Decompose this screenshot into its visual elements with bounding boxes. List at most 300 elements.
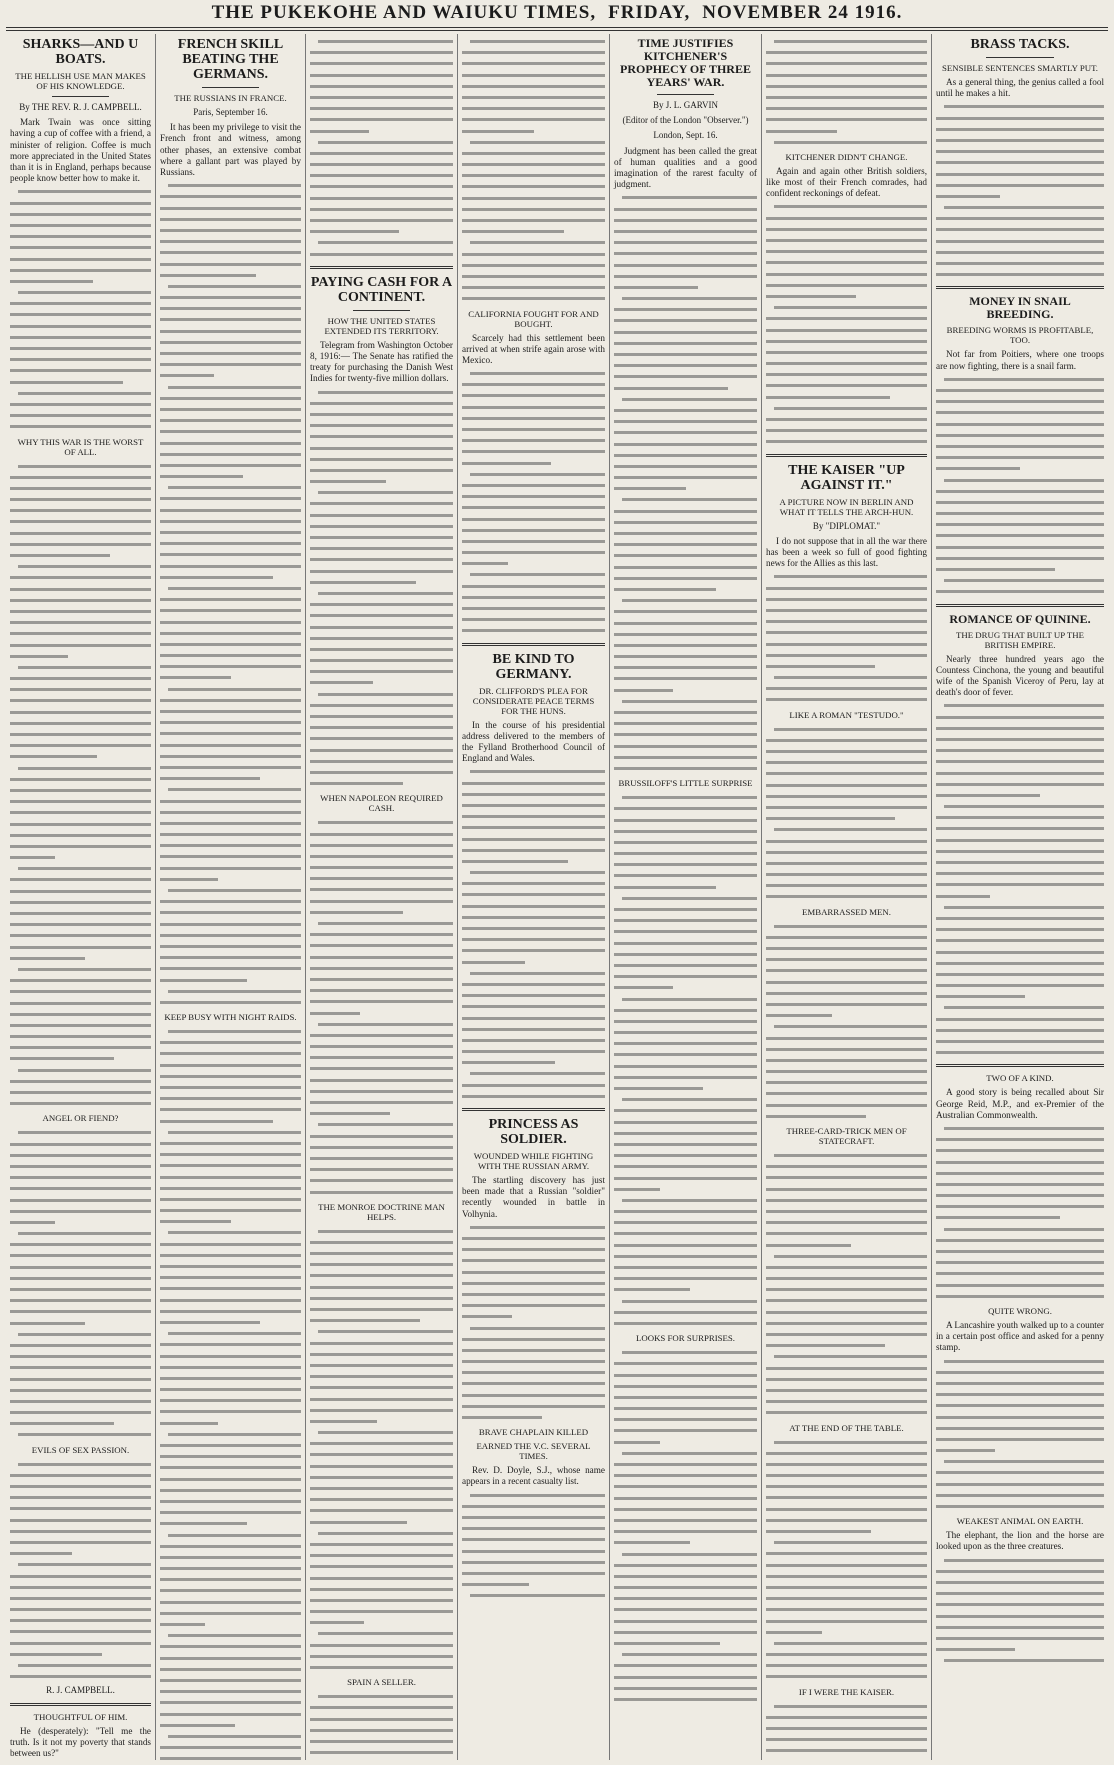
text-line-texture	[160, 1641, 301, 1652]
text-line-texture	[614, 696, 757, 707]
text-line-texture	[614, 1604, 757, 1615]
text-line-texture	[462, 368, 605, 379]
text-line-texture	[160, 203, 301, 214]
text-line-texture	[160, 1753, 301, 1760]
text-line-texture	[10, 1429, 151, 1440]
text-line-texture	[310, 170, 453, 181]
byline: By J. L. GARVIN	[652, 100, 719, 110]
text-line-texture	[160, 975, 301, 986]
text-line-texture	[614, 472, 757, 483]
article-lead: As a general thing, the genius called a fool until he makes a hit.	[936, 77, 1104, 99]
text-line-texture	[310, 1063, 453, 1074]
text-line-texture	[936, 146, 1104, 157]
text-line-texture	[160, 236, 301, 247]
text-line-texture	[10, 1638, 151, 1649]
text-line-texture	[10, 729, 151, 740]
text-line-texture	[160, 762, 301, 773]
headline: BRAVE CHAPLAIN KILLED	[478, 1427, 589, 1438]
text-line-texture	[10, 1626, 151, 1637]
text-line-texture	[10, 505, 151, 516]
text-line-texture	[614, 1240, 757, 1251]
text-line-texture	[310, 711, 453, 722]
text-line-texture	[10, 707, 151, 718]
headline: PAYING CASH FOR A CONTINENT.	[310, 274, 453, 305]
text-line-texture	[160, 907, 301, 918]
text-line-texture	[614, 815, 757, 826]
text-line-texture	[160, 941, 301, 952]
text-line-texture	[936, 1445, 1104, 1456]
text-line-texture	[766, 1307, 927, 1318]
text-line-texture	[614, 573, 757, 584]
text-line-texture	[160, 1082, 301, 1093]
text-line-texture	[160, 1574, 301, 1585]
text-line-texture	[936, 407, 1104, 418]
text-line-texture	[766, 627, 927, 638]
text-line-texture	[766, 1560, 927, 1571]
text-line-texture	[160, 706, 301, 717]
text-line-texture	[160, 1194, 301, 1205]
text-line-texture	[614, 1448, 757, 1459]
text-line-texture	[160, 583, 301, 594]
text-line-texture	[10, 1076, 151, 1087]
text-line-texture	[10, 1481, 151, 1492]
text-line-texture	[10, 1604, 151, 1615]
text-line-texture	[766, 47, 927, 58]
text-line-texture	[160, 180, 301, 191]
column-3	[306, 34, 458, 1760]
text-line-texture	[614, 618, 757, 629]
text-line-texture	[462, 789, 605, 800]
text-line-texture	[310, 1019, 453, 1030]
text-line-texture	[766, 880, 927, 891]
text-line-texture	[160, 773, 301, 784]
text-line-texture	[10, 343, 151, 354]
text-line-texture	[462, 1233, 605, 1244]
text-line-texture	[310, 431, 453, 442]
article-lead: Nearly three hundred years ago the Countess Cinchona, the young and beautiful wife of the Spanish Viceroy of Peru, lay at death's door of fever.	[936, 653, 1104, 698]
text-line-texture	[614, 192, 757, 203]
text-line-texture	[160, 1283, 301, 1294]
text-line-texture	[614, 1481, 757, 1492]
subheadline: EARNED THE V.C. SEVERAL TIMES.	[476, 1441, 591, 1462]
text-line-texture	[766, 1284, 927, 1295]
text-line-texture	[160, 314, 301, 325]
text-line-texture	[310, 1550, 453, 1561]
text-line-texture	[936, 430, 1104, 441]
text-line-texture	[10, 606, 151, 617]
text-line-texture	[160, 1507, 301, 1518]
text-line-texture	[310, 1394, 453, 1405]
text-line-texture	[10, 1161, 151, 1172]
text-line-texture	[160, 807, 301, 818]
text-line-texture	[10, 1362, 151, 1373]
text-line-texture	[310, 1360, 453, 1371]
text-line-texture	[766, 1712, 927, 1723]
text-line-texture	[766, 246, 927, 257]
headline: THE KAISER "UP AGAINST IT."	[788, 462, 905, 493]
text-line-texture	[936, 1179, 1104, 1190]
text-line-texture	[160, 505, 301, 516]
text-line-texture	[936, 463, 1104, 474]
text-line-texture	[614, 1470, 757, 1481]
text-line-texture	[614, 528, 757, 539]
text-line-texture	[10, 718, 151, 729]
text-line-texture	[160, 1339, 301, 1350]
text-line-texture	[766, 1318, 927, 1329]
text-line-texture	[310, 778, 453, 789]
text-line-texture	[462, 379, 605, 390]
text-line-texture	[462, 778, 605, 789]
text-line-texture	[936, 700, 1104, 711]
text-line-texture	[160, 259, 301, 270]
text-line-texture	[766, 1088, 927, 1099]
text-line-texture	[766, 1363, 927, 1374]
text-line-texture	[462, 901, 605, 912]
text-line-texture	[160, 1172, 301, 1183]
text-line-texture	[614, 1206, 757, 1217]
text-line-texture	[310, 840, 453, 851]
text-line-texture	[462, 603, 605, 614]
text-line-texture	[462, 1390, 605, 1401]
text-line-texture	[310, 873, 453, 884]
text-line-texture	[10, 1582, 151, 1593]
text-line-texture	[310, 1131, 453, 1142]
text-line-texture	[936, 101, 1104, 112]
text-line-texture	[160, 1440, 301, 1451]
text-line-texture	[160, 538, 301, 549]
text-line-texture	[10, 1318, 151, 1329]
text-line-texture	[462, 137, 605, 148]
text-line-texture	[160, 952, 301, 963]
subheadline: SENSIBLE SENTENCES SMARTLY PUT.	[942, 63, 1098, 73]
text-line-texture	[10, 399, 151, 410]
text-line-texture	[936, 553, 1104, 564]
text-line-texture	[310, 454, 453, 465]
text-line-texture	[614, 870, 757, 881]
text-line-texture	[310, 1153, 453, 1164]
text-line-texture	[766, 114, 927, 125]
text-line-texture	[614, 450, 757, 461]
text-line-texture	[310, 1282, 453, 1293]
text-line-texture	[160, 225, 301, 236]
text-line-texture	[766, 36, 927, 47]
text-line-texture	[160, 1742, 301, 1753]
text-line-texture	[462, 856, 605, 867]
text-line-texture	[310, 929, 453, 940]
text-line-texture	[936, 247, 1104, 258]
text-line-texture	[766, 1150, 927, 1161]
text-line-texture	[310, 1573, 453, 1584]
text-line-texture	[614, 982, 757, 993]
text-line-texture	[614, 1437, 757, 1448]
text-line-texture	[936, 1577, 1104, 1588]
text-line-texture	[766, 571, 927, 582]
text-line-texture	[614, 517, 757, 528]
text-line-texture	[614, 427, 757, 438]
text-line-texture	[462, 47, 605, 58]
text-line-texture	[160, 784, 301, 795]
text-line-texture	[766, 1396, 927, 1407]
text-line-texture	[160, 851, 301, 862]
subheadline: HOW THE UNITED STATES EXTENDED ITS TERRITORY.	[324, 315, 439, 336]
text-line-texture	[936, 913, 1104, 924]
section-subhead: LIKE A ROMAN "TESTUDO."	[789, 709, 904, 720]
text-line-texture	[766, 213, 927, 224]
section-subhead: WHY THIS WAR IS THE WORST OF ALL.	[17, 436, 144, 457]
text-line-texture	[766, 1537, 927, 1548]
text-line-texture	[462, 282, 605, 293]
text-line-texture	[310, 1461, 453, 1472]
text-line-texture	[614, 226, 757, 237]
text-line-texture	[310, 952, 453, 963]
text-line-texture	[936, 1123, 1104, 1134]
text-line-texture	[310, 398, 453, 409]
text-line-texture	[160, 1116, 301, 1127]
text-line-texture	[310, 1483, 453, 1494]
text-line-texture	[766, 1055, 927, 1066]
text-line-texture	[462, 81, 605, 92]
text-line-texture	[614, 1493, 757, 1504]
text-line-texture	[462, 1255, 605, 1266]
text-line-texture	[160, 740, 301, 751]
article-lead: In the course of his presidential address delivered to the members of the Fylland Brotherhood Council of England and Wales.	[462, 719, 605, 764]
text-line-texture	[614, 595, 757, 606]
text-line-texture	[10, 1418, 151, 1429]
text-line-texture	[310, 745, 453, 756]
text-line-texture	[160, 460, 301, 471]
text-line-texture	[10, 1195, 151, 1206]
text-line-texture	[310, 610, 453, 621]
masthead-date: NOVEMBER 24 1916.	[702, 2, 903, 23]
text-line-texture	[766, 1582, 927, 1593]
text-line-texture	[310, 1640, 453, 1651]
text-line-texture	[766, 1111, 927, 1122]
text-line-texture	[462, 1046, 605, 1057]
text-line-texture	[614, 539, 757, 550]
text-line-texture	[310, 622, 453, 633]
text-line-texture	[936, 734, 1104, 745]
text-line-texture	[936, 1134, 1104, 1145]
text-line-texture	[462, 260, 605, 271]
text-line-texture	[766, 1033, 927, 1044]
text-line-texture	[766, 1470, 927, 1481]
text-line-texture	[160, 292, 301, 303]
text-line-texture	[310, 633, 453, 644]
text-line-texture	[160, 1395, 301, 1406]
text-line-texture	[614, 506, 757, 517]
text-line-texture	[310, 1259, 453, 1270]
text-line-texture	[936, 374, 1104, 385]
text-line-texture	[310, 1338, 453, 1349]
text-line-texture	[160, 728, 301, 739]
text-line-texture	[614, 606, 757, 617]
text-line-texture	[614, 1262, 757, 1273]
text-line-texture	[936, 823, 1104, 834]
text-line-texture	[614, 1515, 757, 1526]
text-line-texture	[160, 896, 301, 907]
text-line-texture	[10, 1009, 151, 1020]
text-line-texture	[160, 1697, 301, 1708]
text-line-texture	[936, 530, 1104, 541]
text-line-texture	[462, 390, 605, 401]
text-line-texture	[310, 1517, 453, 1528]
column-6	[762, 34, 932, 1760]
text-line-texture	[766, 650, 927, 661]
text-line-texture	[462, 1356, 605, 1367]
text-line-texture	[160, 1037, 301, 1048]
text-line-texture	[766, 1044, 927, 1055]
text-line-texture	[614, 938, 757, 949]
text-line-texture	[936, 1157, 1104, 1168]
text-line-texture	[160, 1518, 301, 1529]
text-line-texture	[766, 672, 927, 683]
text-line-texture	[936, 1212, 1104, 1223]
text-line-texture	[936, 135, 1104, 146]
text-line-texture	[310, 1030, 453, 1041]
text-line-texture	[10, 1262, 151, 1273]
article-lead: I do not suppose that in all the war there has been a week so full of good fighting news for the Allies as this last.	[766, 535, 927, 569]
text-line-texture	[310, 126, 453, 137]
text-line-texture	[10, 1206, 151, 1217]
text-line-texture	[614, 494, 757, 505]
text-line-texture	[310, 554, 453, 565]
text-line-texture	[936, 1145, 1104, 1156]
text-line-texture	[936, 191, 1104, 202]
text-line-texture	[614, 1083, 757, 1094]
text-line-texture	[614, 1504, 757, 1515]
text-line-texture	[10, 863, 151, 874]
text-line-texture	[310, 1628, 453, 1639]
text-line-texture	[10, 220, 151, 231]
text-line-texture	[160, 1183, 301, 1194]
text-line-texture	[462, 1068, 605, 1079]
text-line-texture	[10, 1515, 151, 1526]
text-line-texture	[310, 1041, 453, 1052]
text-line-texture	[310, 215, 453, 226]
text-line-texture	[10, 1284, 151, 1295]
text-line-texture	[10, 796, 151, 807]
text-line-texture	[310, 1528, 453, 1539]
text-line-texture	[160, 997, 301, 1008]
text-line-texture	[310, 884, 453, 895]
text-line-texture	[614, 1526, 757, 1537]
text-line-texture	[936, 1190, 1104, 1201]
text-line-texture	[10, 539, 151, 550]
text-line-texture	[10, 309, 151, 320]
text-line-texture	[614, 371, 757, 382]
text-line-texture	[766, 694, 927, 705]
text-line-texture	[766, 869, 927, 880]
article-lead: It has been my privilege to visit the French front and witness, among other phases, an extensive combat where a gallant part was played by Russians.	[160, 122, 301, 178]
text-line-texture	[462, 92, 605, 103]
text-line-texture	[462, 36, 605, 47]
text-line-texture	[766, 1515, 927, 1526]
text-line-texture	[160, 415, 301, 426]
text-line-texture	[160, 1306, 301, 1317]
text-line-texture	[310, 1326, 453, 1337]
text-line-texture	[10, 1031, 151, 1042]
text-line-texture	[10, 1217, 151, 1228]
text-line-texture	[310, 767, 453, 778]
text-line-texture	[310, 1371, 453, 1382]
text-line-texture	[10, 1329, 151, 1340]
text-line-texture	[160, 1630, 301, 1641]
text-line-texture	[936, 768, 1104, 779]
text-line-texture	[160, 1261, 301, 1272]
text-line-texture	[160, 516, 301, 527]
text-line-texture	[766, 836, 927, 847]
text-line-texture	[10, 1020, 151, 1031]
text-line-texture	[10, 1139, 151, 1150]
text-line-texture	[936, 1501, 1104, 1512]
article-lead: The startling discovery has just been made that a Russian "soldier" recently wounded in battle in Volhynia.	[462, 1175, 605, 1219]
text-line-texture	[310, 237, 453, 248]
text-line-texture	[160, 482, 301, 493]
text-line-texture	[10, 1660, 151, 1671]
text-line-texture	[310, 1119, 453, 1130]
text-line-texture	[310, 1758, 453, 1760]
text-line-texture	[614, 394, 757, 405]
text-line-texture	[936, 1036, 1104, 1047]
text-line-texture	[160, 1406, 301, 1417]
text-line-texture	[766, 1407, 927, 1418]
text-line-texture	[310, 677, 453, 688]
text-line-texture	[766, 921, 927, 932]
text-line-texture	[462, 148, 605, 159]
text-line-texture	[766, 1262, 927, 1273]
text-line-texture	[766, 137, 927, 148]
article-lead: Scarcely had this settlement been arrived at when strife again arose with Mexico.	[462, 332, 605, 365]
text-line-texture	[614, 293, 757, 304]
section-subhead: BRUSSILOFF'S LITTLE SURPRISE	[618, 778, 753, 789]
text-line-texture	[160, 214, 301, 225]
section-subhead: IF I WERE THE KAISER.	[798, 1686, 895, 1697]
text-line-texture	[766, 313, 927, 324]
text-line-texture	[936, 779, 1104, 790]
text-line-texture	[614, 1061, 757, 1072]
text-line-texture	[614, 1284, 757, 1295]
text-line-texture	[462, 536, 605, 547]
text-line-texture	[10, 265, 151, 276]
text-line-texture	[160, 438, 301, 449]
column-7	[932, 34, 1108, 1760]
text-line-texture	[310, 1651, 453, 1662]
text-line-texture	[766, 1526, 927, 1537]
text-line-texture	[462, 458, 605, 469]
text-line-texture	[10, 897, 151, 908]
text-line-texture	[614, 271, 757, 282]
text-line-texture	[10, 874, 151, 885]
text-line-texture	[462, 1501, 605, 1512]
text-line-texture	[310, 1086, 453, 1097]
text-line-texture	[310, 443, 453, 454]
text-line-texture	[462, 1345, 605, 1356]
text-line-texture	[936, 835, 1104, 846]
text-line-texture	[160, 829, 301, 840]
text-line-texture	[766, 1077, 927, 1088]
text-line-texture	[936, 1014, 1104, 1025]
text-line-texture	[936, 935, 1104, 946]
text-line-texture	[766, 1757, 927, 1760]
text-line-texture	[160, 1362, 301, 1373]
text-line-texture	[310, 181, 453, 192]
text-line-texture	[160, 326, 301, 337]
text-line-texture	[462, 1334, 605, 1345]
text-line-texture	[160, 639, 301, 650]
text-line-texture	[10, 1537, 151, 1548]
text-line-texture	[160, 617, 301, 628]
text-line-texture	[462, 1289, 605, 1300]
